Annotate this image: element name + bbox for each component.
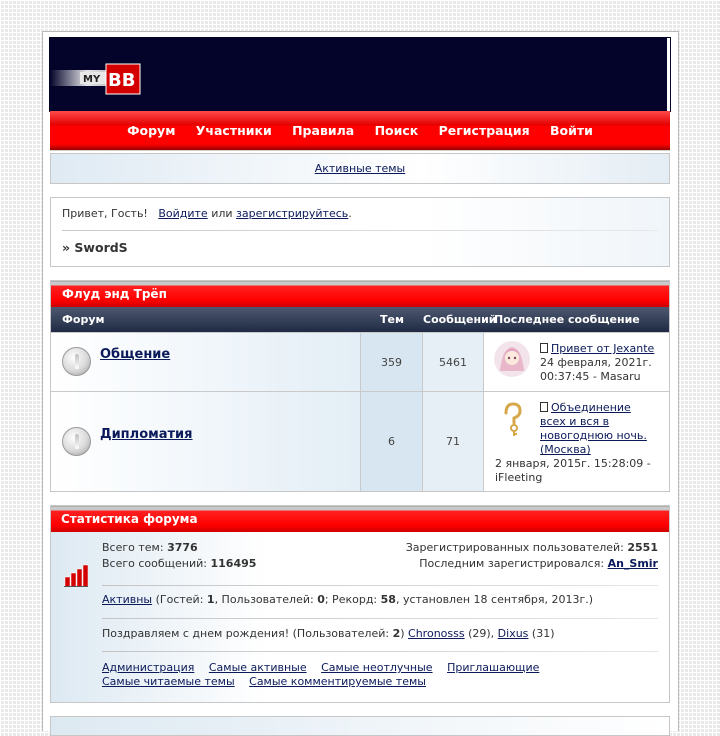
nav-members[interactable]: Участники (195, 123, 272, 138)
posts-count: 5461 (423, 333, 484, 391)
last-post-link-line2[interactable]: всех и вся в (540, 415, 610, 428)
greeting-text: Привет, Гость! (62, 207, 148, 220)
registered-users (406, 541, 658, 554)
link-inviters[interactable]: Приглашающие (447, 661, 540, 674)
register-link[interactable]: зарегистрируйтесь (236, 207, 349, 220)
svg-text:BB: BB (108, 70, 136, 91)
login-link[interactable]: Войдите (158, 207, 208, 220)
birthday-age-1: (29), (468, 627, 495, 640)
last-post-link[interactable]: Привет от Jexante (551, 342, 655, 355)
guests-label: (Гостей: (155, 593, 204, 606)
header-topics: Тем (380, 313, 404, 326)
total-posts-label: Всего сообщений: (102, 557, 207, 570)
welcome-box (50, 197, 670, 267)
document-icon (540, 343, 548, 353)
forum-status-icon (62, 427, 91, 456)
record-date: , установлен 18 сентября, 2013г.) (395, 593, 594, 606)
stats-links (102, 661, 550, 689)
active-topics-box (50, 153, 670, 184)
nav-login[interactable]: Войти (550, 123, 593, 138)
forum-status-icon (62, 347, 91, 376)
online-users-value: 0 (317, 593, 325, 606)
document-icon (540, 402, 548, 412)
last-registered (419, 557, 658, 570)
last-post-meta: iFleeting (495, 471, 543, 484)
nav-rules[interactable]: Правила (292, 123, 355, 138)
total-topics-value: 3776 (167, 541, 198, 554)
header-banner (50, 38, 670, 111)
link-most-present[interactable]: Самые неотлучные (321, 661, 433, 674)
record-value: 58 (380, 593, 396, 606)
link-most-read-topics[interactable]: Самые читаемые темы (102, 675, 235, 688)
birthday-user-link-2[interactable]: Dixus (497, 627, 529, 640)
registered-users-value: 2551 (627, 541, 658, 554)
birthday-age-2: (31) (531, 627, 555, 640)
topics-count: 6 (361, 392, 423, 491)
or-text: или (211, 207, 233, 220)
active-users-line (102, 593, 593, 606)
welcome-line (62, 207, 658, 220)
online-users-label: , Пользователей: (214, 593, 314, 606)
birthday-line (102, 627, 555, 640)
last-post-cell (484, 392, 669, 491)
table-row (51, 391, 669, 491)
forum-statistics (50, 505, 670, 703)
question-key-icon[interactable] (498, 401, 526, 437)
header-posts: Сообщений (423, 313, 497, 326)
nav-register[interactable]: Регистрация (438, 123, 530, 138)
header-last-post: Последнее сообщение (494, 313, 640, 326)
last-post-info (540, 401, 647, 457)
last-registered-label: Последним зарегистрировался: (419, 557, 605, 570)
last-registered-user-link[interactable]: An_Smir (607, 557, 658, 570)
total-topics-label: Всего тем: (102, 541, 164, 554)
bar-chart-icon (64, 563, 88, 587)
divider (102, 651, 658, 652)
stats-title: Статистика форума (51, 506, 669, 532)
stats-body (51, 532, 669, 702)
table-row (51, 332, 669, 391)
forum-cell (51, 392, 361, 491)
last-post-info (540, 342, 654, 384)
last-post-meta: 00:37:45 - Masaru (540, 370, 641, 383)
birthday-close: ) (400, 627, 405, 640)
divider (102, 618, 658, 619)
birthday-user-link-1[interactable]: Chronosss (408, 627, 465, 640)
total-posts-value: 116495 (210, 557, 257, 570)
table-header (51, 307, 669, 332)
forum-wrapper (50, 38, 670, 736)
user-avatar[interactable] (494, 341, 530, 377)
last-post-meta-block (495, 457, 651, 485)
forum-category (50, 280, 670, 492)
nav-search[interactable]: Поиск (374, 123, 419, 138)
divider (102, 585, 658, 586)
forum-link-obshchenie[interactable]: Общение (100, 347, 171, 362)
mybb-logo[interactable] (50, 62, 150, 96)
forum-link-diplomatiya[interactable]: Дипломатия (100, 427, 193, 442)
category-title[interactable]: Флуд энд Трёп (51, 281, 669, 307)
topics-count: 359 (361, 333, 423, 391)
posts-count: 71 (423, 392, 484, 491)
record-label: ; Рекорд: (324, 593, 378, 606)
registered-users-label: Зарегистрированных пользователей: (405, 541, 624, 554)
last-post-link[interactable]: Объединение (551, 401, 631, 414)
active-users-link[interactable]: Активны (102, 593, 153, 606)
last-post-cell (484, 333, 669, 391)
guests-value: 1 (206, 593, 215, 606)
page-container (42, 31, 679, 731)
divider (62, 230, 658, 231)
total-topics (102, 541, 198, 554)
active-topics-link[interactable]: Активные темы (314, 162, 406, 175)
last-post-link-line4[interactable]: (Москва) (540, 443, 591, 456)
birthday-count: 2 (392, 627, 401, 640)
dot-text: . (348, 207, 352, 220)
nav-forum[interactable]: Форум (127, 123, 176, 138)
breadcrumb: » SwordS (62, 240, 128, 255)
link-most-commented-topics[interactable]: Самые комментируемые темы (249, 675, 426, 688)
link-administration[interactable]: Администрация (102, 661, 195, 674)
last-post-date: 2 января, 2015г. 15:28:09 - (495, 457, 651, 470)
next-section-box (50, 716, 670, 736)
last-post-link-line3[interactable]: новогоднюю ночь. (540, 429, 647, 442)
forum-cell (51, 333, 361, 391)
link-most-active[interactable]: Самые активные (208, 661, 307, 674)
main-navigation (50, 111, 670, 151)
header-forum: Форум (62, 313, 105, 326)
svg-text:MY: MY (83, 74, 101, 85)
last-post-date: 24 февраля, 2021г. (540, 356, 652, 369)
birthday-text: Поздравляем с днем рождения! (Пользователей: (102, 627, 390, 640)
total-posts (102, 557, 256, 570)
